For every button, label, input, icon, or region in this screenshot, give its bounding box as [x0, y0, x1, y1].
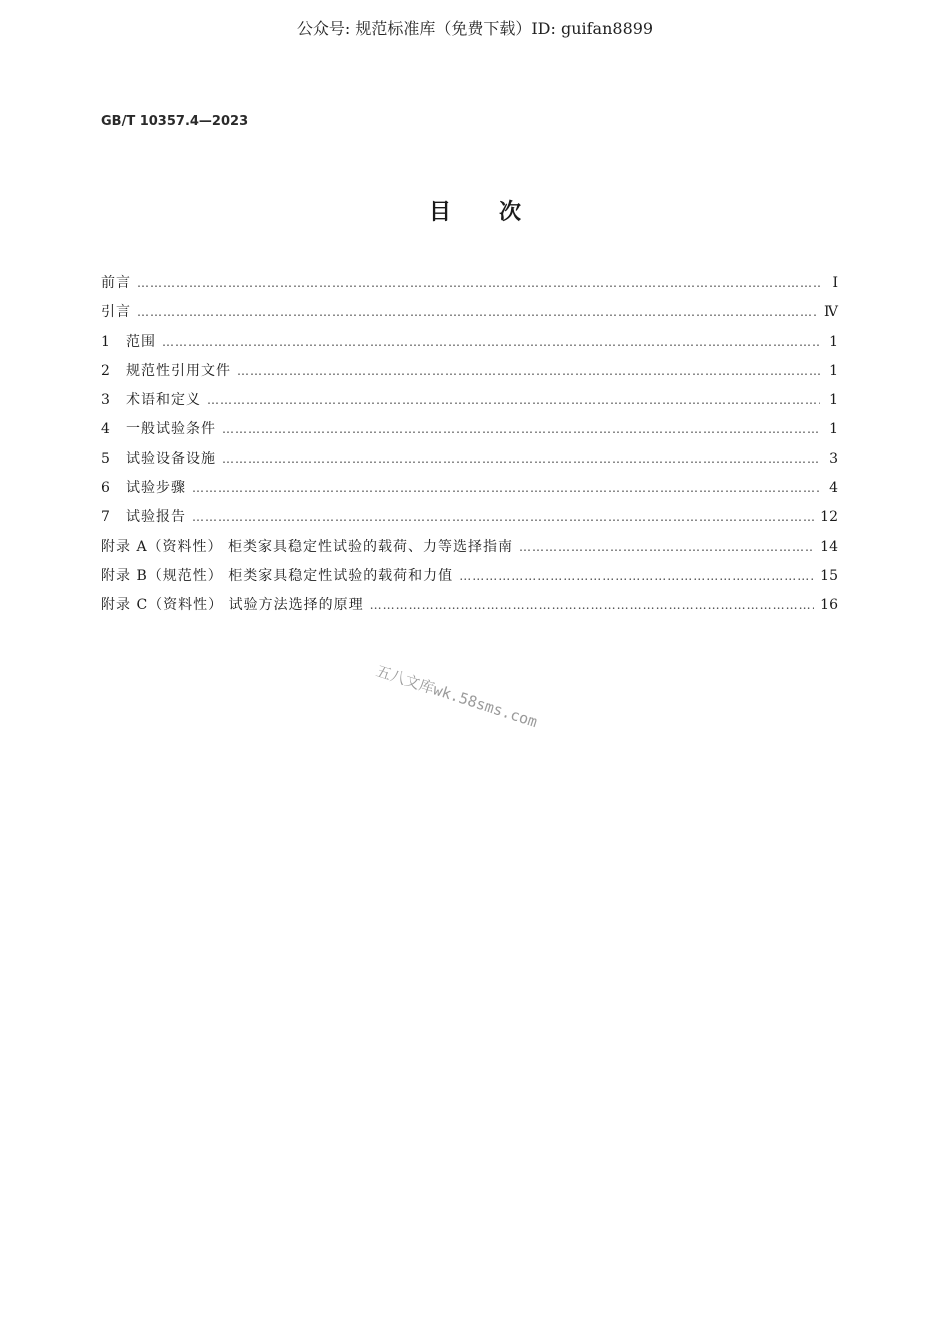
toc-entry-4[interactable] [101, 418, 838, 447]
toc-entry-1[interactable] [101, 331, 838, 360]
toc-entry-label: 前言 [101, 275, 131, 291]
toc-entry-annex-a[interactable] [101, 536, 838, 565]
toc-leader-dots [192, 477, 820, 499]
watermark-text: 五八文库wk.58sms.com [373, 661, 540, 732]
toc-entry-3[interactable] [101, 389, 838, 418]
toc-entry-number: 5 [101, 450, 110, 467]
toc-entry-number: 7 [101, 509, 110, 526]
toc-entry-page: 3 [829, 450, 838, 467]
toc-entry-7[interactable] [101, 506, 838, 535]
toc-entry-2[interactable] [101, 360, 838, 389]
toc-entry-label: 引言 [101, 304, 131, 321]
toc-entry-introduction[interactable] [101, 301, 838, 330]
toc-leader-dots [137, 301, 818, 323]
toc-entry-page: 12 [820, 509, 838, 526]
toc-entry-page: 16 [820, 597, 838, 614]
toc-leader-dots [207, 389, 820, 411]
toc-entry-number: 1 [101, 333, 110, 350]
toc-leader-dots [519, 536, 814, 558]
toc-entry-number: 2 [101, 362, 110, 379]
toc-entry-number: 6 [101, 480, 110, 497]
toc-entry-page: Ⅳ [824, 304, 838, 321]
toc-entry-label: 试验设备设施 [126, 450, 216, 467]
document-code: GB/T 10357.4—2023 [101, 114, 249, 129]
toc-entry-annex-b[interactable] [101, 565, 838, 594]
toc-entry-annex-c[interactable] [101, 594, 838, 623]
toc-title-char-1: 目 [428, 200, 451, 225]
toc-entry-page: 14 [820, 538, 838, 555]
toc-entry-label: 试验报告 [126, 509, 186, 526]
toc-entry-page: 4 [829, 480, 838, 497]
toc-leader-dots [237, 360, 820, 382]
toc-leader-dots [222, 448, 820, 470]
toc-entry-label: 一般试验条件 [126, 421, 216, 438]
toc-entry-page: 1 [829, 421, 838, 438]
toc-leader-dots [162, 331, 820, 353]
toc-title [0, 195, 950, 226]
toc-entry-label: 术语和定义 [126, 392, 201, 409]
toc-entry-5[interactable] [101, 448, 838, 477]
toc-entry-page: Ⅰ [832, 275, 838, 291]
toc-entry-number: 4 [101, 421, 110, 438]
toc-entry-page: 1 [829, 392, 838, 409]
toc-entry-page: 1 [829, 362, 838, 379]
table-of-contents [101, 272, 838, 624]
top-banner: 公众号: 规范标准库（免费下载）ID: guifan8899 [296, 19, 654, 38]
toc-entry-label: 附录 C（资料性） 试验方法选择的原理 [101, 597, 364, 614]
toc-leader-dots [192, 506, 814, 528]
toc-entry-label: 附录 B（规范性） 柜类家具稳定性试验的载荷和力值 [101, 567, 454, 584]
toc-leader-dots [370, 594, 815, 616]
toc-entry-foreword[interactable] [101, 272, 838, 301]
toc-entry-label: 范围 [126, 333, 156, 350]
toc-entry-page: 15 [820, 567, 838, 584]
toc-entry-label: 规范性引用文件 [126, 362, 231, 379]
toc-entry-6[interactable] [101, 477, 838, 506]
toc-entry-label: 试验步骤 [126, 480, 186, 497]
toc-entry-page: 1 [829, 333, 838, 350]
toc-leader-dots [137, 272, 820, 294]
toc-leader-dots [222, 418, 820, 440]
toc-leader-dots [459, 565, 814, 587]
toc-title-char-2: 次 [499, 200, 522, 225]
toc-entry-label: 附录 A（资料性） 柜类家具稳定性试验的载荷、力等选择指南 [101, 538, 514, 555]
toc-entry-number: 3 [101, 392, 110, 409]
